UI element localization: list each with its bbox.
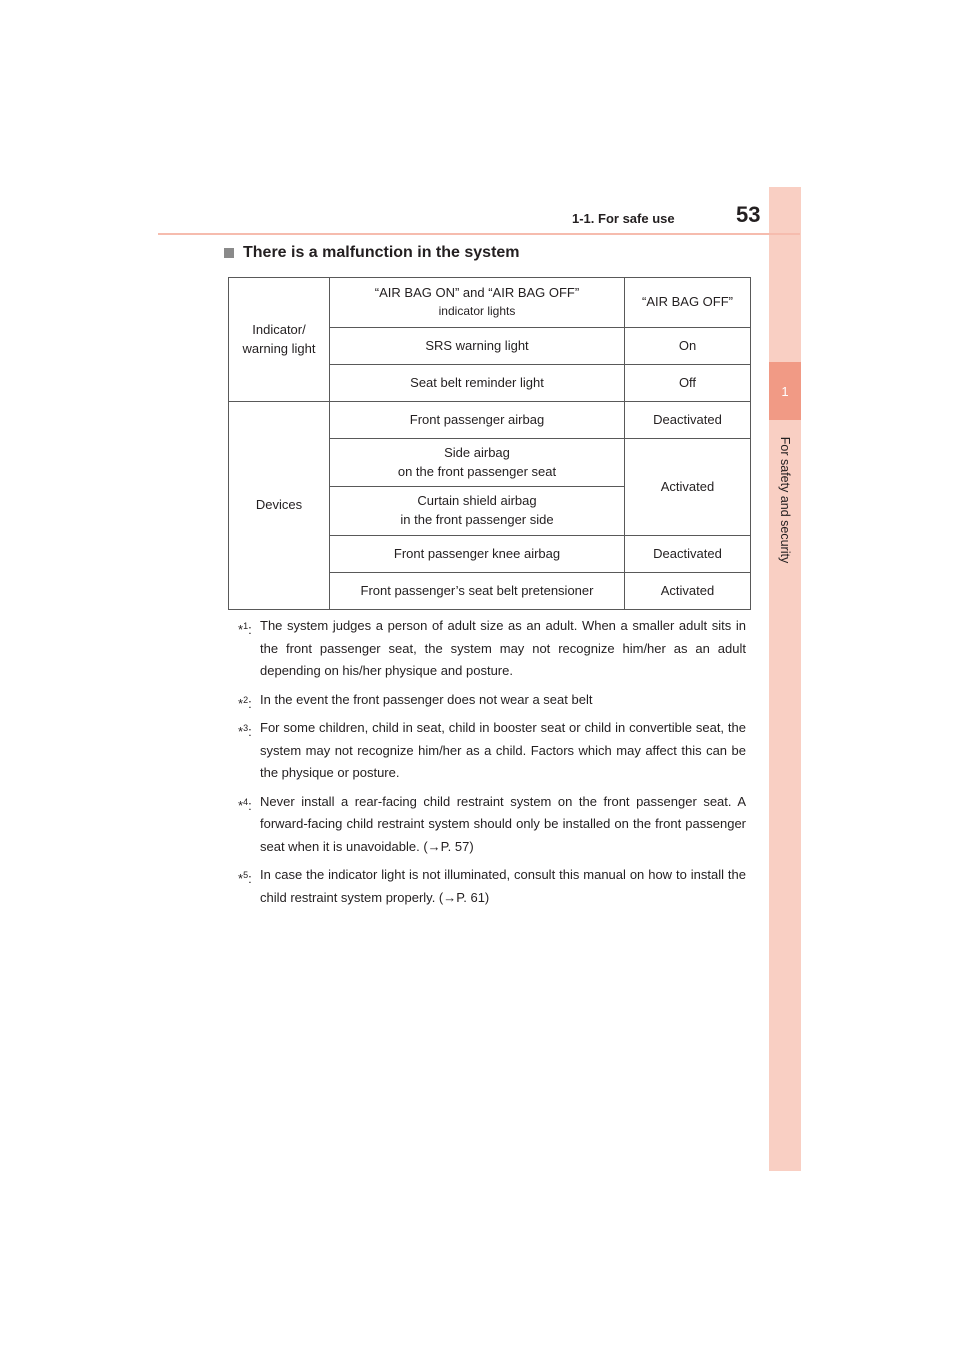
footnote [238,864,746,909]
row-label-line2: indicator lights [438,304,516,319]
footnote-marker: *$^5$: [238,870,252,886]
footnote-marker: *$^2$: [238,694,252,711]
table-row [229,402,751,439]
row-label [330,487,625,536]
footnote [238,717,746,785]
table-row [229,278,751,328]
row-value: Deactivated [625,536,751,573]
row-label: Front passenger airbag [330,402,625,439]
footnote-text: Never install a rear-facing child restraint system on the front passenger seat. A forward-facing child restraint system should only be installed on the front passenger seat when it is unavoidable. (→P. 57) [260,793,746,854]
section-heading-text: There is a malfunction in the system [243,244,520,261]
row-value: On [625,328,751,365]
section-heading [224,244,520,262]
row-value: Activated [625,439,751,536]
footnote [238,615,746,683]
row-label: Front passenger knee airbag [330,536,625,573]
row-label: Seat belt reminder light [330,365,625,402]
row-label-line1: Side airbag [444,444,510,460]
row-value: “AIR BAG OFF” [625,278,751,328]
footnote-marker: *$^3$: [238,723,252,739]
row-label-line2: in the front passenger side [400,512,554,527]
row-label-line1: “AIR BAG ON” and “AIR BAG OFF” [374,285,580,301]
footnote-text: The system judges a person of adult size as an adult. When a smaller adult sits in the front passenger seat, the system may not recognize him/her as an adult depending on his/her physique and posture. [260,618,746,678]
footnote-marker: *$^4$: [238,796,252,813]
row-label-line2: on the front passenger seat [397,463,557,479]
row-label [330,439,625,487]
row-value: Deactivated [625,402,751,439]
chapter-number: 1 [781,383,789,399]
footnote-text: In case the indicator light is not illuminated, consult this manual on how to install the child restraint system properly. (→P. 61) [260,867,746,905]
row-label: Front passenger’s seat belt pretensioner [330,573,625,610]
footnote-text: For some children, child in seat, child in booster seat or child in convertible seat, the system may not recognize him/her as a child. Factors which may affect this can be the physique or posture. [260,720,746,780]
footnote-marker: *$^1$: [238,621,252,637]
square-bullet-icon [224,248,234,258]
row-label-line1: Curtain shield airbag [417,493,537,509]
chapter-label: For safety and security [778,436,792,564]
footnotes [238,615,746,915]
footnote-text: In the event the front passenger does not wear a seat belt [260,691,593,707]
header-rule [158,233,800,235]
page-number: 53 [736,202,761,227]
row-label: SRS warning light [330,328,625,365]
row-value: Activated [625,573,751,610]
footnote [238,689,746,712]
status-table [228,277,751,610]
chapter-number-tab [769,362,801,420]
row-value: Off [625,365,751,402]
row-label [330,278,625,328]
footnote [238,791,746,859]
side-tab [769,187,801,1171]
group-cell-devices: Devices [229,402,330,610]
group-cell-indicator: Indicator/ warning light [229,278,330,402]
header-section-title: 1-1. For safe use [572,211,675,226]
